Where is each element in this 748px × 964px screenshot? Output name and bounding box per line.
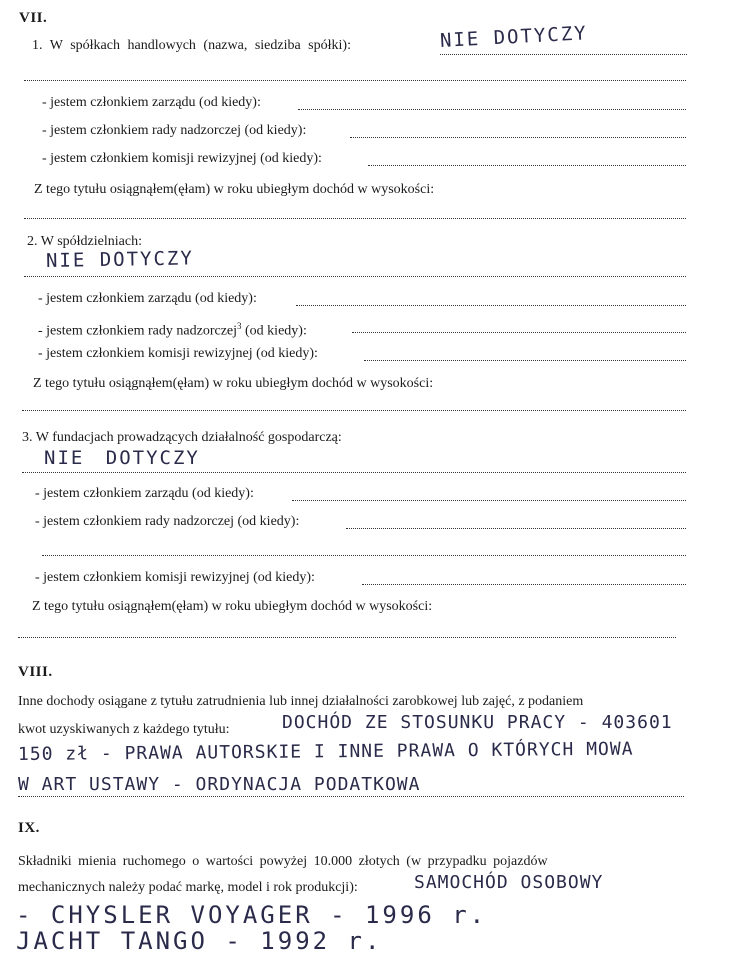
section-viii-answer-line2: 150 zł - PRAWA AUTORSKIE I INNE PRAWA O KTÓRYCH MOWA xyxy=(17,738,634,765)
dotted-line xyxy=(18,637,676,638)
vii-2-audit-label: - jestem członkiem komisji rewizyjnej (od kiedy): xyxy=(38,346,318,361)
section-viii-heading: VIII. xyxy=(18,664,53,680)
dotted-line xyxy=(22,410,686,411)
vii-3-audit-label: - jestem członkiem komisji rewizyjnej (od kiedy): xyxy=(35,570,315,585)
vii-1-audit-label: - jestem członkiem komisji rewizyjnej (od kiedy): xyxy=(42,151,322,166)
section-ix-answer-line3: JACHT TANGO - 1992 r. xyxy=(16,927,383,955)
dotted-line xyxy=(42,555,686,556)
dotted-line xyxy=(18,796,684,797)
section-vii-item1-label: 1. W spółkach handlowych (nazwa, siedziba spółki): xyxy=(32,38,351,53)
dotted-line xyxy=(368,165,686,166)
section-ix-text-line2: mechanicznych należy podać markę, model i rok produkcji): xyxy=(18,880,358,895)
vii-1-supervisory-label: - jestem członkiem rady nadzorczej (od kiedy): xyxy=(42,123,307,138)
section-vii-item2-answer: NIE DOTYCZY xyxy=(45,247,195,272)
dotted-line xyxy=(292,500,686,501)
dotted-line xyxy=(350,137,686,138)
section-viii-text-line2: kwot uzyskiwanych z każdego tytułu: xyxy=(18,722,230,737)
dotted-line xyxy=(346,528,686,529)
dotted-line xyxy=(296,305,686,306)
vii-3-supervisory-label: - jestem członkiem rady nadzorczej (od kiedy): xyxy=(35,514,300,529)
section-vii-item3-answer: NIE DOTYCZY xyxy=(44,447,200,469)
dotted-line xyxy=(364,360,686,361)
section-ix-heading: IX. xyxy=(18,820,40,836)
dotted-line xyxy=(22,472,686,473)
section-ix-answer-line1: SAMOCHÓD OSOBOWY xyxy=(414,872,604,893)
footnote-marker: 3 xyxy=(237,321,242,331)
section-ix-answer-line2: - CHYSLER VOYAGER - 1996 r. xyxy=(16,901,488,929)
dotted-line xyxy=(24,80,686,81)
dotted-line xyxy=(298,109,686,110)
section-ix-text-line1: Składniki mienia ruchomego o wartości powyżej 10.000 złotych (w przypadku pojazdów xyxy=(18,854,548,869)
vii-3-income-label: Z tego tytułu osiągnąłem(ęłam) w roku ubiegłym dochód w wysokości: xyxy=(32,599,433,614)
section-vii-item2-label: 2. W spółdzielniach: xyxy=(27,234,142,249)
vii-2-income-label: Z tego tytułu osiągnąłem(ęłam) w roku ubiegłym dochód w wysokości: xyxy=(33,376,434,391)
vii-3-board-label: - jestem członkiem zarządu (od kiedy): xyxy=(35,486,254,501)
section-viii-answer-line3: W ART USTAWY - ORDYNACJA PODATKOWA xyxy=(18,774,421,795)
section-vii-item1-answer: NIE DOTYCZY xyxy=(439,22,589,52)
vii-1-board-label: - jestem członkiem zarządu (od kiedy): xyxy=(42,95,261,110)
vii-2-board-label: - jestem członkiem zarządu (od kiedy): xyxy=(38,291,257,306)
section-viii-answer-line1: DOCHÓD ZE STOSUNKU PRACY - 403601 xyxy=(282,712,673,733)
dotted-line xyxy=(24,276,686,277)
vii-2-supervisory-label: - jestem członkiem rady nadzorczej$^3$ (od kiedy): xyxy=(38,321,307,339)
dotted-line xyxy=(352,332,686,333)
section-vii-heading: VII. xyxy=(19,10,48,26)
section-vii-item3-label: 3. W fundacjach prowadzących działalność gospodarczą: xyxy=(22,430,342,445)
dotted-line xyxy=(24,218,686,219)
dotted-line xyxy=(362,584,686,585)
vii-1-income-label: Z tego tytułu osiągnąłem(ęłam) w roku ubiegłym dochód w wysokości: xyxy=(34,182,435,197)
dotted-line xyxy=(440,54,687,55)
section-viii-text-line1: Inne dochody osiągane z tytułu zatrudnienia lub innej działalności zarobkowej lub zajęć, z podaniem xyxy=(18,694,584,709)
